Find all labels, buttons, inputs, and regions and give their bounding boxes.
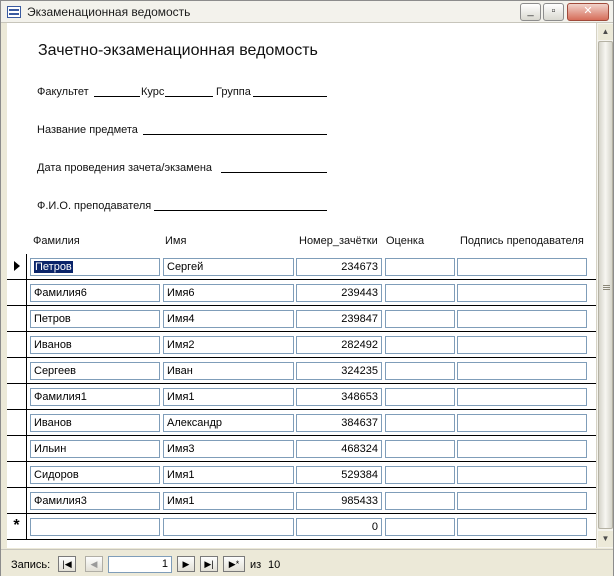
surname-field[interactable]: Фамилия3 [30,492,160,510]
signature-field[interactable] [457,388,587,406]
record-book-number-field[interactable]: 384637 [296,414,382,432]
record-book-number-field[interactable]: 324235 [296,362,382,380]
table-row[interactable] [7,306,596,332]
record-selector[interactable] [7,462,27,487]
scroll-up-icon[interactable]: ▲ [598,24,613,40]
new-record-row[interactable] [7,514,596,540]
new-record-selector[interactable]: * [7,514,27,539]
previous-record-button[interactable] [85,556,103,572]
signature-field[interactable] [457,336,587,354]
record-number-input[interactable]: 1 [108,556,172,573]
grade-field[interactable] [385,336,455,354]
record-book-number-field[interactable]: 234673 [296,258,382,276]
table-row[interactable] [7,358,596,384]
next-record-icon: ▶ [182,559,190,569]
subject-line [143,134,327,135]
group-label: Группа [216,86,251,98]
surname-field[interactable] [30,258,160,276]
surname-field[interactable]: Сергеев [30,362,160,380]
name-field[interactable]: Имя3 [163,440,294,458]
page-title: Зачетно-экзаменационная ведомость [38,42,318,59]
record-book-number-field[interactable]: 282492 [296,336,382,354]
surname-field[interactable]: Сидоров [30,466,160,484]
record-selector[interactable] [7,488,27,513]
course-line [165,96,213,97]
table-row[interactable] [7,254,596,280]
scroll-down-icon[interactable]: ▼ [598,531,613,547]
signature-field[interactable] [457,414,587,432]
grade-field[interactable] [385,414,455,432]
grade-field[interactable] [385,258,455,276]
surname-field[interactable]: Фамилия6 [30,284,160,302]
record-selector[interactable] [7,436,27,461]
table-row[interactable] [7,410,596,436]
name-field[interactable]: Имя4 [163,310,294,328]
record-book-number-field[interactable]: 468324 [296,440,382,458]
faculty-line [94,96,140,97]
signature-field[interactable] [457,466,587,484]
new-signature-field[interactable] [457,518,587,536]
surname-field[interactable]: Ильин [30,440,160,458]
surname-field[interactable]: Петров [30,310,160,328]
form-body [7,23,596,548]
teacher-line [154,210,327,211]
signature-field[interactable] [457,284,587,302]
record-selector[interactable] [7,254,27,279]
course-label: Курс [141,86,165,98]
record-book-number-field[interactable]: 529384 [296,466,382,484]
subject-label: Название предмета [37,124,138,136]
grade-field[interactable] [385,284,455,302]
name-field[interactable]: Имя1 [163,466,294,484]
column-header-number: Номер_зачётки [299,235,378,247]
new-name-field[interactable] [163,518,294,536]
name-field[interactable]: Александр [163,414,294,432]
table-row[interactable] [7,462,596,488]
record-of-label: из [250,559,262,571]
record-book-number-field[interactable]: 348653 [296,388,382,406]
grade-field[interactable] [385,466,455,484]
record-total: 10 [268,559,281,571]
record-selector[interactable] [7,410,27,435]
record-selector[interactable] [7,332,27,357]
record-navigation-bar [1,549,613,576]
column-header-signature: Подпись преподавателя [460,235,584,247]
signature-field[interactable] [457,440,587,458]
grade-field[interactable] [385,492,455,510]
signature-field[interactable] [457,258,587,276]
column-header-grade: Оценка [386,235,425,247]
name-field[interactable]: Имя6 [163,284,294,302]
name-field[interactable]: Имя1 [163,492,294,510]
table-row[interactable] [7,488,596,514]
maximize-button[interactable]: ▫ [543,3,564,21]
first-record-icon: |◀ [62,559,72,569]
record-book-number-field[interactable]: 985433 [296,492,382,510]
grip-icon [603,285,610,286]
table-row[interactable] [7,384,596,410]
column-header-name: Имя [165,235,187,247]
selected-text: Петров [35,261,72,273]
new-surname-field[interactable] [30,518,160,536]
scrollbar-thumb[interactable] [598,41,613,529]
minimize-button[interactable]: _ [520,3,541,21]
last-record-button[interactable] [200,556,218,572]
record-selector[interactable] [7,358,27,383]
first-record-button[interactable] [58,556,76,572]
date-line [221,172,327,173]
name-field[interactable]: Сергей [163,258,294,276]
name-field[interactable]: Иван [163,362,294,380]
record-selector[interactable] [7,306,27,331]
signature-field[interactable] [457,310,587,328]
table-row[interactable] [7,332,596,358]
signature-field[interactable] [457,492,587,510]
new-record-icon: ▶* [228,559,240,569]
name-field[interactable]: Имя2 [163,336,294,354]
record-selector[interactable] [7,384,27,409]
record-book-number-field[interactable]: 239443 [296,284,382,302]
close-button[interactable]: ✕ [567,3,609,21]
name-field[interactable]: Имя1 [163,388,294,406]
surname-field[interactable]: Фамилия1 [30,388,160,406]
prev-record-icon: ◀ [90,559,98,569]
window-title: Экзаменационная ведомость [27,5,191,19]
column-header-surname: Фамилия [33,235,80,247]
signature-field[interactable] [457,362,587,380]
new-record-button[interactable] [223,556,245,572]
new-grade-field[interactable] [385,518,455,536]
faculty-label: Факультет [37,86,89,98]
grade-field[interactable] [385,310,455,328]
title-bar [1,1,613,23]
record-label: Запись: [11,559,51,571]
table-row[interactable] [7,280,596,306]
next-record-button[interactable] [177,556,195,572]
teacher-label: Ф.И.О. преподавателя [37,200,152,212]
last-record-icon: ▶| [204,559,214,569]
grade-field[interactable] [385,440,455,458]
date-label: Дата проведения зачета/экзамена [37,162,213,174]
grade-field[interactable] [385,388,455,406]
table-row[interactable] [7,436,596,462]
vertical-scrollbar[interactable] [596,23,613,548]
surname-field[interactable]: Иванов [30,414,160,432]
new-number-field[interactable]: 0 [296,518,382,536]
grade-field[interactable] [385,362,455,380]
record-book-number-field[interactable]: 239847 [296,310,382,328]
form-icon [7,6,21,18]
surname-field[interactable]: Иванов [30,336,160,354]
record-selector[interactable] [7,280,27,305]
group-line [253,96,327,97]
